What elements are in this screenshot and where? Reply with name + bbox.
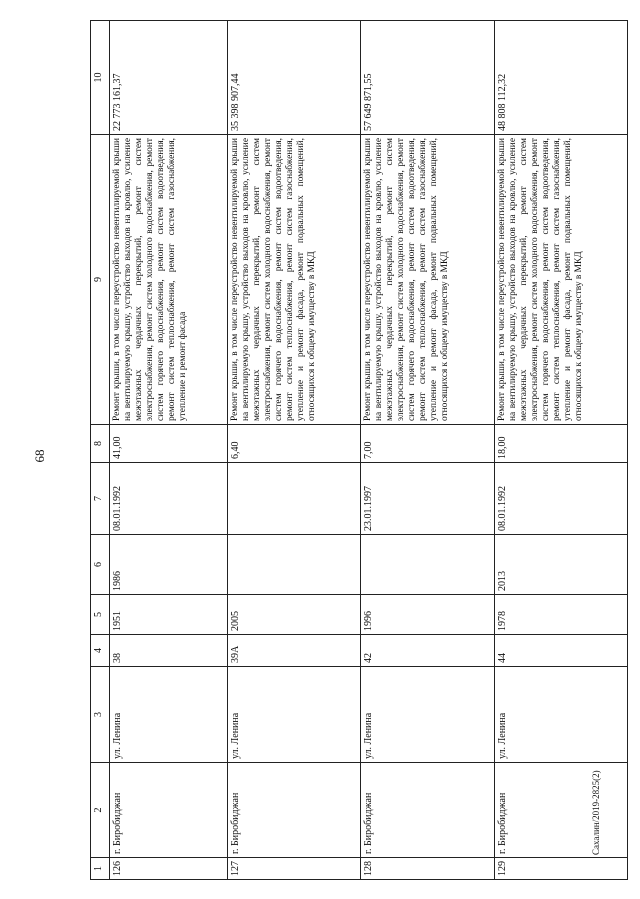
works-cell: Ремонт крыши, в том числе переустройство невентилируемой крыши на вентилируемую крышу, устройство выходов на кровлю, усиление межэтажных чердачных перекрытий, ремонт систем электроснабжения, ремонт систем холодного водоснабжения, ремонт систем горячего водоснабжения, ремонт систем водоотведения, ремонт систем теплоснабжения, ремонт систем газоснабжения, утепление и ремонт фасада bbox=[110, 135, 228, 425]
column-header: 6 bbox=[91, 535, 110, 595]
value8-cell: 7,00 bbox=[361, 425, 494, 463]
table-row bbox=[227, 21, 360, 880]
works-cell: Ремонт крыши, в том числе переустройство невентилируемой крыши на вентилируемую крышу, устройство выходов на кровлю, усиление межэтажных чердачных перекрытий, ремонт систем электроснабжения, ремонт систем холодного водоснабжения, ремонт систем горячего водоснабжения, ремонт систем водоотведения, ремонт систем теплоснабжения, ремонт систем газоснабжения, утепление и ремонт фасада, ремонт подвальных помещений, относящихся к общему имуществу в МКД bbox=[361, 135, 494, 425]
year-built-cell: 1996 bbox=[361, 595, 494, 635]
column-header: 7 bbox=[91, 463, 110, 535]
value8-cell: 41,00 bbox=[110, 425, 228, 463]
row-number: 127 bbox=[227, 858, 360, 880]
year-built-cell: 1978 bbox=[494, 595, 627, 635]
column-header: 3 bbox=[91, 667, 110, 763]
city-cell: г. Биробиджан bbox=[494, 763, 627, 858]
year-built-cell: 1951 bbox=[110, 595, 228, 635]
date-cell: 08.01.1992 bbox=[494, 463, 627, 535]
date-cell: 23.01.1997 bbox=[361, 463, 494, 535]
cost-cell: 57 649 871,55 bbox=[361, 21, 494, 135]
year-col6-cell bbox=[227, 535, 360, 595]
house-cell: 42 bbox=[361, 635, 494, 667]
year-built-cell: 2005 bbox=[227, 595, 360, 635]
city-cell: г. Биробиджан bbox=[361, 763, 494, 858]
value8-cell: 6,40 bbox=[227, 425, 360, 463]
year-col6-cell bbox=[361, 535, 494, 595]
works-cell: Ремонт крыши, в том числе переустройство невентилируемой крыши на вентилируемую крышу, устройство выходов на кровлю, усиление межэтажных чердачных перекрытий, ремонт систем электроснабжения, ремонт систем холодного водоснабжения, ремонт систем горячего водоснабжения, ремонт систем водоотведения, ремонт систем теплоснабжения, ремонт систем газоснабжения, утепление и ремонт фасада, ремонт подвальных помещений, относящихся к общему имуществу в МКД bbox=[227, 135, 360, 425]
page-number: 68 bbox=[32, 449, 47, 463]
street-cell: ул. Ленина bbox=[361, 667, 494, 763]
city-cell: г. Биробиджан bbox=[227, 763, 360, 858]
column-header: 4 bbox=[91, 635, 110, 667]
header-row bbox=[91, 21, 110, 880]
cost-cell: 48 808 112,32 bbox=[494, 21, 627, 135]
house-cell: 39А bbox=[227, 635, 360, 667]
column-header: 5 bbox=[91, 595, 110, 635]
table-row bbox=[361, 21, 494, 880]
date-cell: 08.01.1992 bbox=[110, 463, 228, 535]
table-row bbox=[110, 21, 228, 880]
street-cell: ул. Ленина bbox=[227, 667, 360, 763]
row-number: 126 bbox=[110, 858, 228, 880]
table-row bbox=[494, 21, 627, 880]
row-number: 129 bbox=[494, 858, 627, 880]
column-header: 8 bbox=[91, 425, 110, 463]
year-col6-cell: 1986 bbox=[110, 535, 228, 595]
column-header: 1 bbox=[91, 858, 110, 880]
city-cell: г. Биробиджан bbox=[110, 763, 228, 858]
cost-cell: 35 398 907,44 bbox=[227, 21, 360, 135]
document-code: Сахалин/2019-2825(2) bbox=[591, 770, 601, 855]
street-cell: ул. Ленина bbox=[110, 667, 228, 763]
house-cell: 38 bbox=[110, 635, 228, 667]
row-number: 128 bbox=[361, 858, 494, 880]
street-cell: ул. Ленина bbox=[494, 667, 627, 763]
works-cell: Ремонт крыши, в том числе переустройство невентилируемой крыши на вентилируемую крышу, устройство выходов на кровлю, усиление межэтажных чердачных перекрытий, ремонт систем электроснабжения, ремонт систем холодного водоснабжения, ремонт систем горячего водоснабжения, ремонт систем водоотведения, ремонт систем теплоснабжения, ремонт систем газоснабжения, утепление и ремонт фасада, ремонт подвальных помещений, относящихся к общему имуществу в МКД bbox=[494, 135, 627, 425]
column-header: 2 bbox=[91, 763, 110, 858]
repair-program-table bbox=[90, 20, 628, 880]
column-header: 9 bbox=[91, 135, 110, 425]
rotated-table-container bbox=[90, 21, 628, 880]
house-cell: 44 bbox=[494, 635, 627, 667]
date-cell bbox=[227, 463, 360, 535]
cost-cell: 22 773 161,37 bbox=[110, 21, 228, 135]
column-header: 10 bbox=[91, 21, 110, 135]
value8-cell: 18,00 bbox=[494, 425, 627, 463]
year-col6-cell: 2013 bbox=[494, 535, 627, 595]
